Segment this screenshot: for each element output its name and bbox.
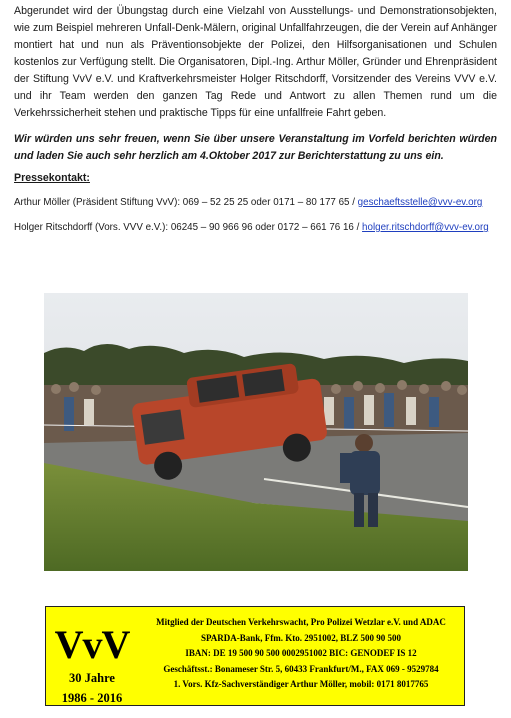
organisation-info	[142, 615, 460, 693]
event-photo	[44, 293, 468, 571]
email-link-geschaeftsstelle[interactable]: geschaeftsstelle@vvv-ev.org	[357, 197, 483, 208]
anniversary-label: 30 Jahre	[69, 671, 115, 685]
address-line: Geschäftsst.: Bonameser Str. 5, 60433 Frankfurt/M., FAX 069 - 9529784	[163, 663, 439, 674]
contact-text: Arthur Möller (Präsident Stiftung VvV): 069 – 52 25 25 oder 0171 – 80 177 65 /	[14, 197, 355, 208]
email-link-ritschdorff[interactable]: holger.ritschdorff@vvv-ev.org	[362, 222, 489, 233]
anniversary-years: 1986 - 2016	[61, 691, 123, 705]
chairman-line: 1. Vors. Kfz-Sachverständiger Arthur Möller, mobil: 0171 8017765	[173, 679, 429, 690]
press-contact-ritschdorff	[14, 222, 489, 233]
press-contact-moeller	[14, 197, 482, 208]
crash-demo-photo-illustration	[44, 293, 468, 571]
invitation-paragraph: Wir würden uns sehr freuen, wenn Sie über unsere Veranstaltung im Vorfeld berichten würden und laden Sie auch sehr herzlich am 4.Oktober 2017 zur Berichterstattung zu uns ein.	[14, 133, 497, 162]
contact-text: Holger Ritschdorff (Vors. VVV e.V.): 06245 – 90 966 96 oder 0172 – 661 76 16 /	[14, 222, 360, 233]
letterhead-footer	[45, 606, 465, 706]
press-contact-heading: Pressekontakt:	[14, 172, 90, 184]
iban-line: IBAN: DE 19 500 90 500 0002951002 BIC: GENODEF IS 12	[185, 648, 417, 659]
body-paragraph: Abgerundet wird der Übungstag durch eine Vielzahl von Ausstellungs- und Demonstrationsobjekten, wie zum Beispiel mehreren Unfall-Denk-Mälern, original Unfallfahrzeugen, die der Verein auf Anhänger montiert hat und nun als Präventionsobjekte der Polizei, den Hilfsorganisationen und Schulen kostenlos zur Verfügung stellt. Die Organisatoren, Dipl.-Ing. Arthur Möller, Gründer und Ehrenpräsident der Stiftung VvV e.V. und Kraftverkehrsmeister Holger Ritschdorff, Vorsitzender des Vereins VVV e.V. und ihr Team werden den ganzen Tag Rede und Antwort zu allen Themen rund um die Verkehrssicherheit stehen und praktische Tipps für eine unfallfreie Fahrt geben.	[14, 5, 497, 119]
membership-line: Mitglied der Deutschen Verkehrswacht, Pro Polizei Wetzlar e.V. und ADAC	[156, 617, 446, 627]
bank-line: SPARDA-Bank, Ffm. Kto. 2951002, BLZ 500 90 500	[200, 632, 402, 643]
logo-text: VvV	[54, 622, 130, 667]
vvv-logo	[54, 622, 130, 705]
